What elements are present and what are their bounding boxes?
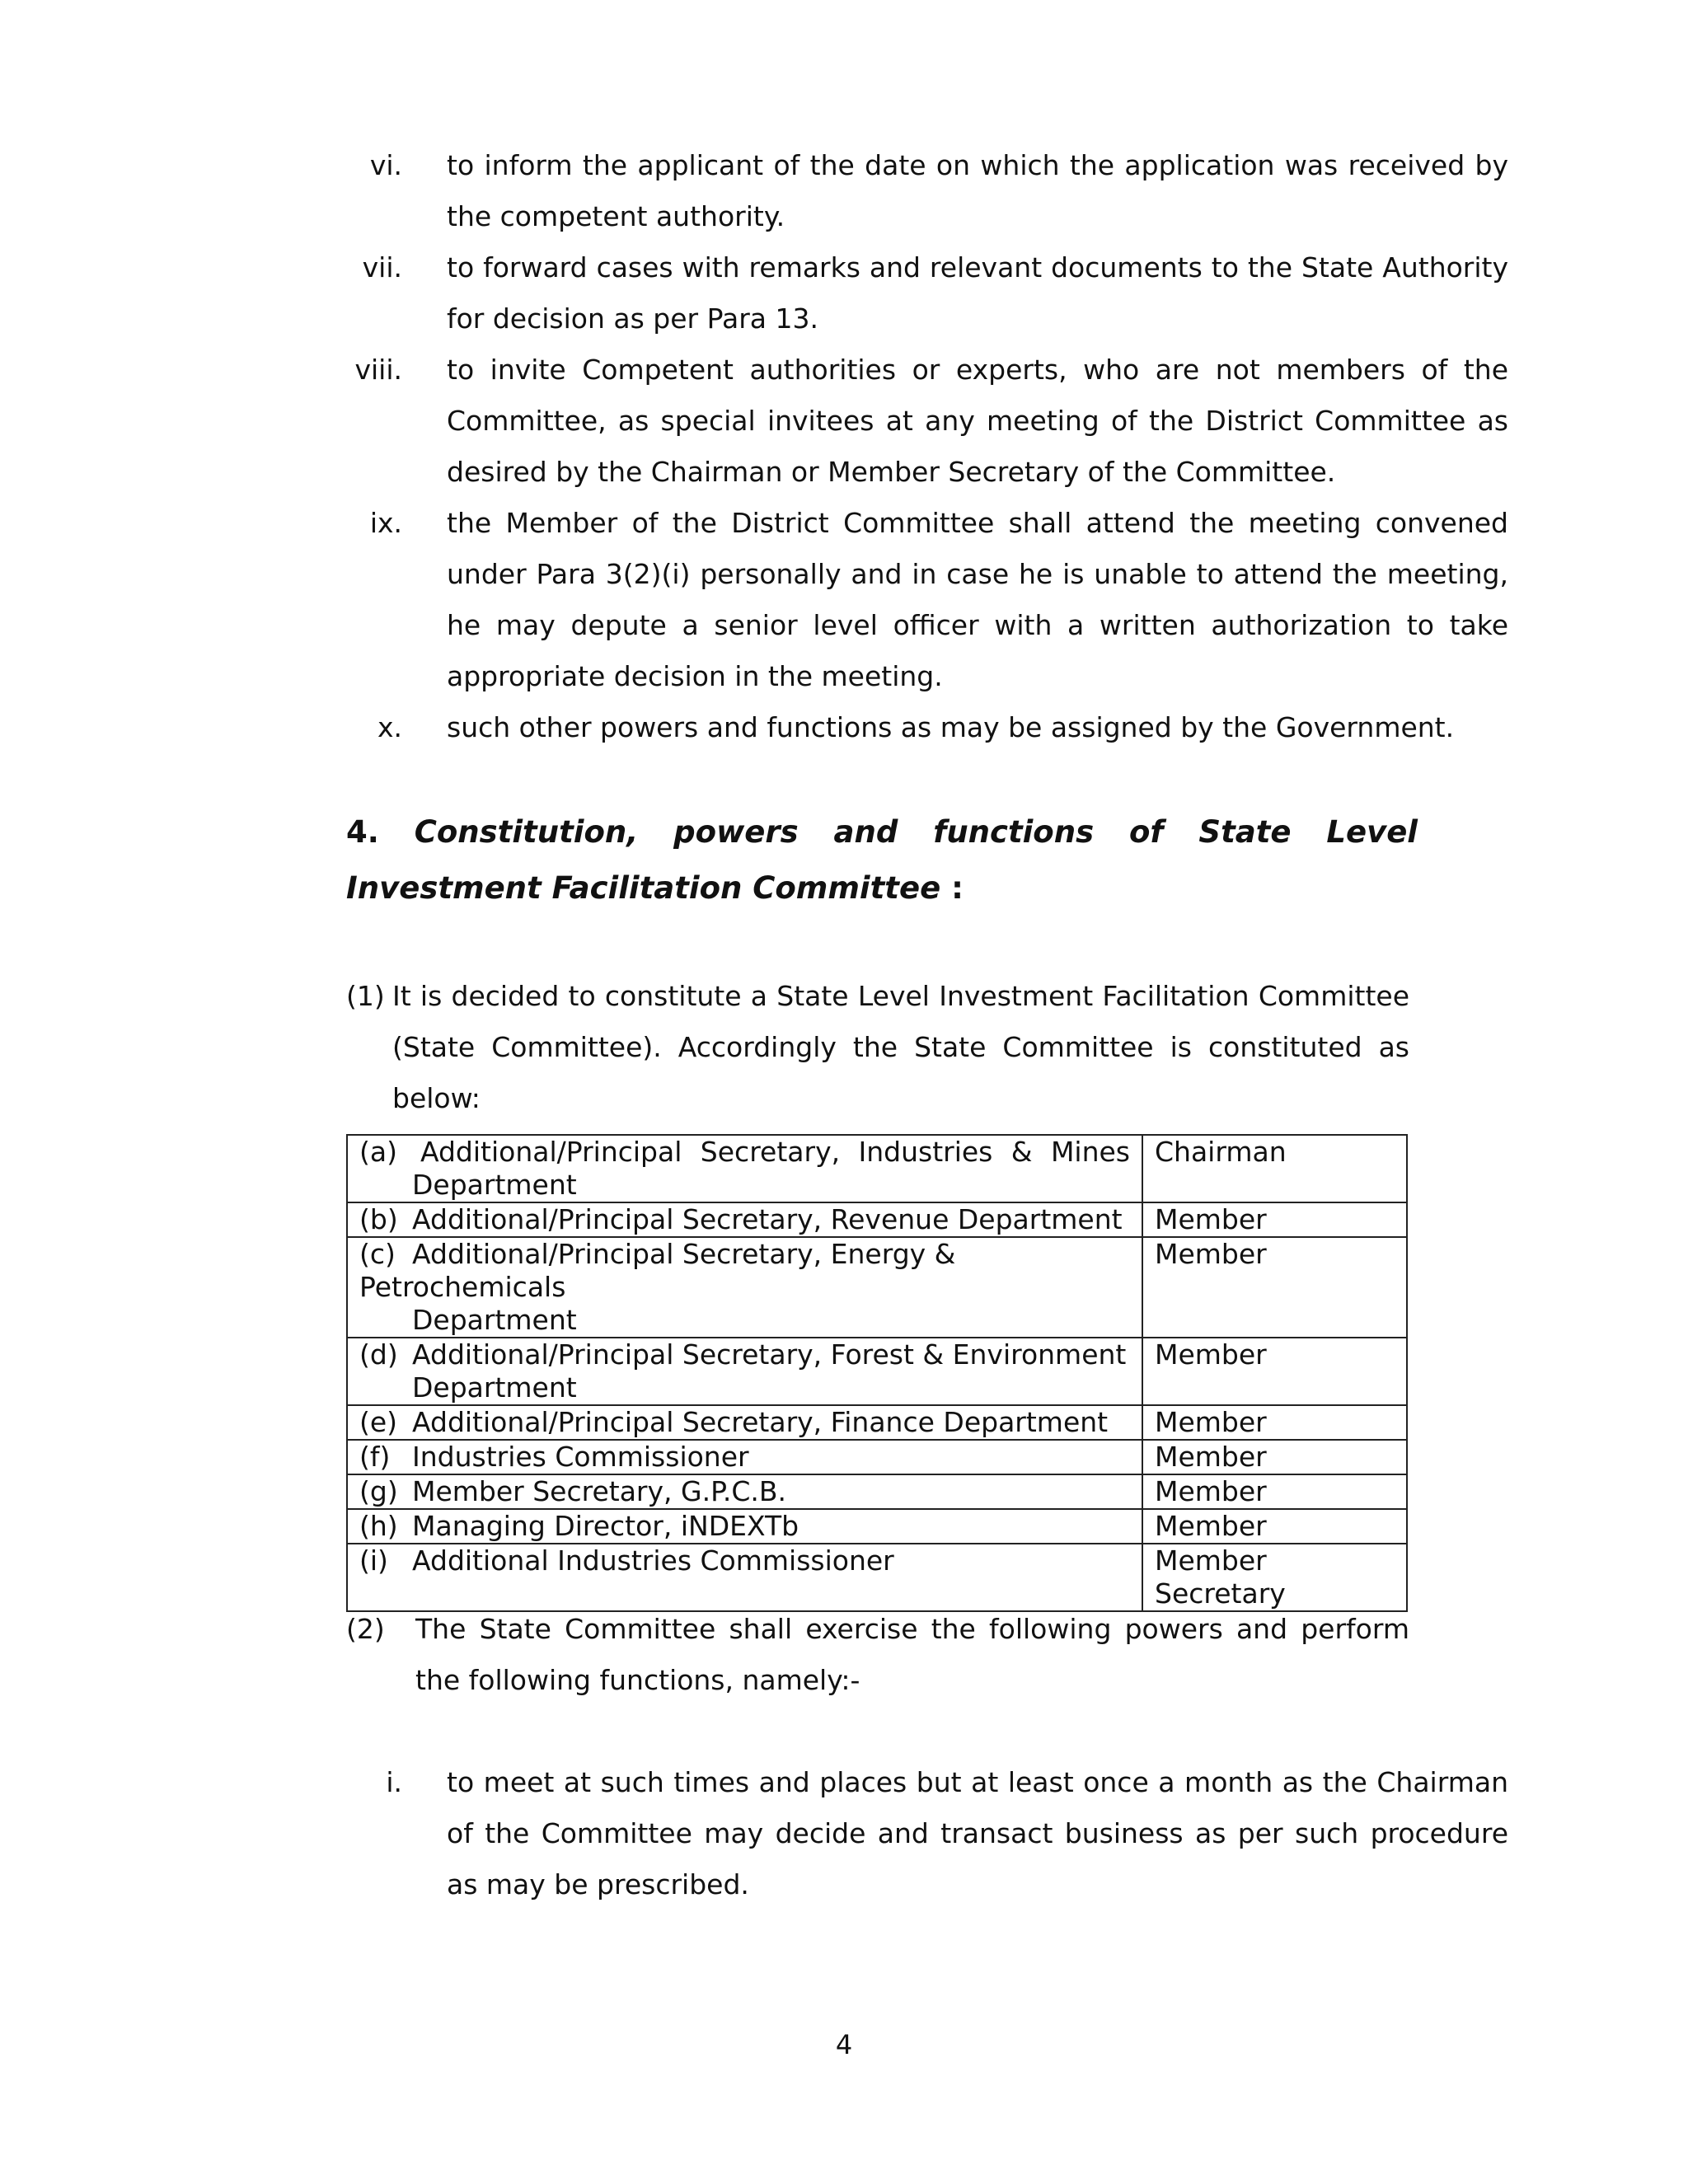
committee-table	[346, 1134, 1408, 1612]
list-item-number: vi.	[369, 149, 402, 181]
section-number: 4.	[346, 814, 379, 850]
role-cell: Member	[1142, 1237, 1407, 1338]
member-name: Additional/Principal Secretary, Revenue Department	[412, 1203, 1123, 1235]
member-line	[359, 1136, 1130, 1169]
section-title: Constitution, powers and functions of State Level Investment Facilitation Committee	[346, 814, 1418, 906]
member-name: Additional Industries Commissioner	[412, 1544, 894, 1577]
member-cell	[347, 1202, 1142, 1237]
table-row	[347, 1474, 1407, 1509]
list-item-text: the Member of the District Committee shall attend the meeting convened under Para 3(2)(i) personally and in case he is unable to attend the meeting, he may depute a senior level officer with a written authorization to take appropriate decision in the meeting.	[447, 507, 1508, 692]
table-row	[347, 1509, 1407, 1544]
section-colon: :	[951, 870, 964, 906]
paragraph-label: (1)	[346, 980, 385, 1012]
role-cell: Member	[1142, 1440, 1407, 1474]
list-item-text: to forward cases with remarks and relevant documents to the State Authority for decision as per Para 13.	[447, 251, 1508, 335]
paragraph-text	[346, 971, 1409, 1124]
row-label: (h)	[359, 1510, 398, 1542]
list-item-number: ix.	[369, 507, 402, 539]
row-label: (f)	[359, 1441, 391, 1473]
member-name: Additional/Principal Secretary, Energy & Petrochemicals	[359, 1238, 956, 1303]
list-item-number: viii.	[354, 354, 402, 386]
page-number: 4	[835, 2029, 853, 2060]
member-cell	[347, 1509, 1142, 1544]
member-name: Industries Commissioner	[412, 1441, 749, 1473]
table-row	[347, 1202, 1407, 1237]
member-cell	[347, 1237, 1142, 1338]
row-label: (c)	[359, 1238, 396, 1270]
paragraph-label: (2)	[346, 1613, 385, 1645]
list-item-number: i.	[386, 1766, 402, 1798]
table-row	[347, 1405, 1407, 1440]
role-cell: Chairman	[1142, 1135, 1407, 1202]
paragraph-2	[346, 1604, 1409, 1706]
role-cell: Member	[1142, 1509, 1407, 1544]
member-cell	[347, 1474, 1142, 1509]
list-item-text: such other powers and functions as may be assigned by the Government.	[447, 711, 1455, 743]
member-cell	[347, 1135, 1142, 1202]
member-cell	[347, 1440, 1142, 1474]
member-cell	[347, 1405, 1142, 1440]
row-label: (a)	[359, 1136, 397, 1168]
row-label: (b)	[359, 1203, 398, 1235]
member-name: Additional/Principal Secretary, Forest & Environment	[412, 1338, 1127, 1371]
role-cell: Member	[1142, 1202, 1407, 1237]
table-row	[347, 1338, 1407, 1405]
row-label: (g)	[359, 1475, 398, 1507]
member-cell	[347, 1338, 1142, 1405]
member-cell	[347, 1544, 1142, 1611]
list-item-number: x.	[377, 711, 402, 743]
member-name: Managing Director, iNDEXTb	[412, 1510, 799, 1542]
paragraph-body: It is decided to constitute a State Level Investment Facilitation Committee (State Committee). Accordingly the State Committee is constituted as below:	[392, 980, 1409, 1114]
list-item-number: vii.	[362, 251, 402, 284]
member-name-cont: Department	[412, 1169, 577, 1201]
paragraph-1	[346, 971, 1409, 1124]
role-cell: Member	[1142, 1338, 1407, 1405]
role-cell: Member Secretary	[1142, 1544, 1407, 1611]
row-label: (i)	[359, 1544, 388, 1577]
member-name: Member Secretary, G.P.C.B.	[412, 1475, 786, 1507]
row-label: (d)	[359, 1338, 398, 1371]
member-name-cont: Department	[412, 1371, 577, 1404]
paragraph-text: The State Committee shall exercise the following powers and perform the following functions, namely:-	[415, 1613, 1409, 1696]
row-label: (e)	[359, 1406, 398, 1438]
table-row	[347, 1135, 1407, 1202]
member-name-cont: Department	[412, 1304, 577, 1336]
table-row	[347, 1544, 1407, 1611]
member-name: Additional/Principal Secretary, Industries & Mines	[420, 1136, 1130, 1168]
role-cell: Member	[1142, 1474, 1407, 1509]
section-heading	[346, 804, 1418, 916]
list-item-text: to inform the applicant of the date on which the application was received by the competent authority.	[447, 149, 1508, 232]
table-row	[347, 1440, 1407, 1474]
list-item-text: to meet at such times and places but at least once a month as the Chairman of the Committee may decide and transact business as per such procedure as may be prescribed.	[447, 1766, 1508, 1900]
list-item-text: to invite Competent authorities or experts, who are not members of the Committee, as special invitees at any meeting of the District Committee as desired by the Chairman or Member Secretary of the Committee.	[447, 354, 1508, 488]
paragraph-body	[346, 1604, 1409, 1706]
member-name: Additional/Principal Secretary, Finance Department	[412, 1406, 1109, 1438]
table-row	[347, 1237, 1407, 1338]
role-cell: Member	[1142, 1405, 1407, 1440]
